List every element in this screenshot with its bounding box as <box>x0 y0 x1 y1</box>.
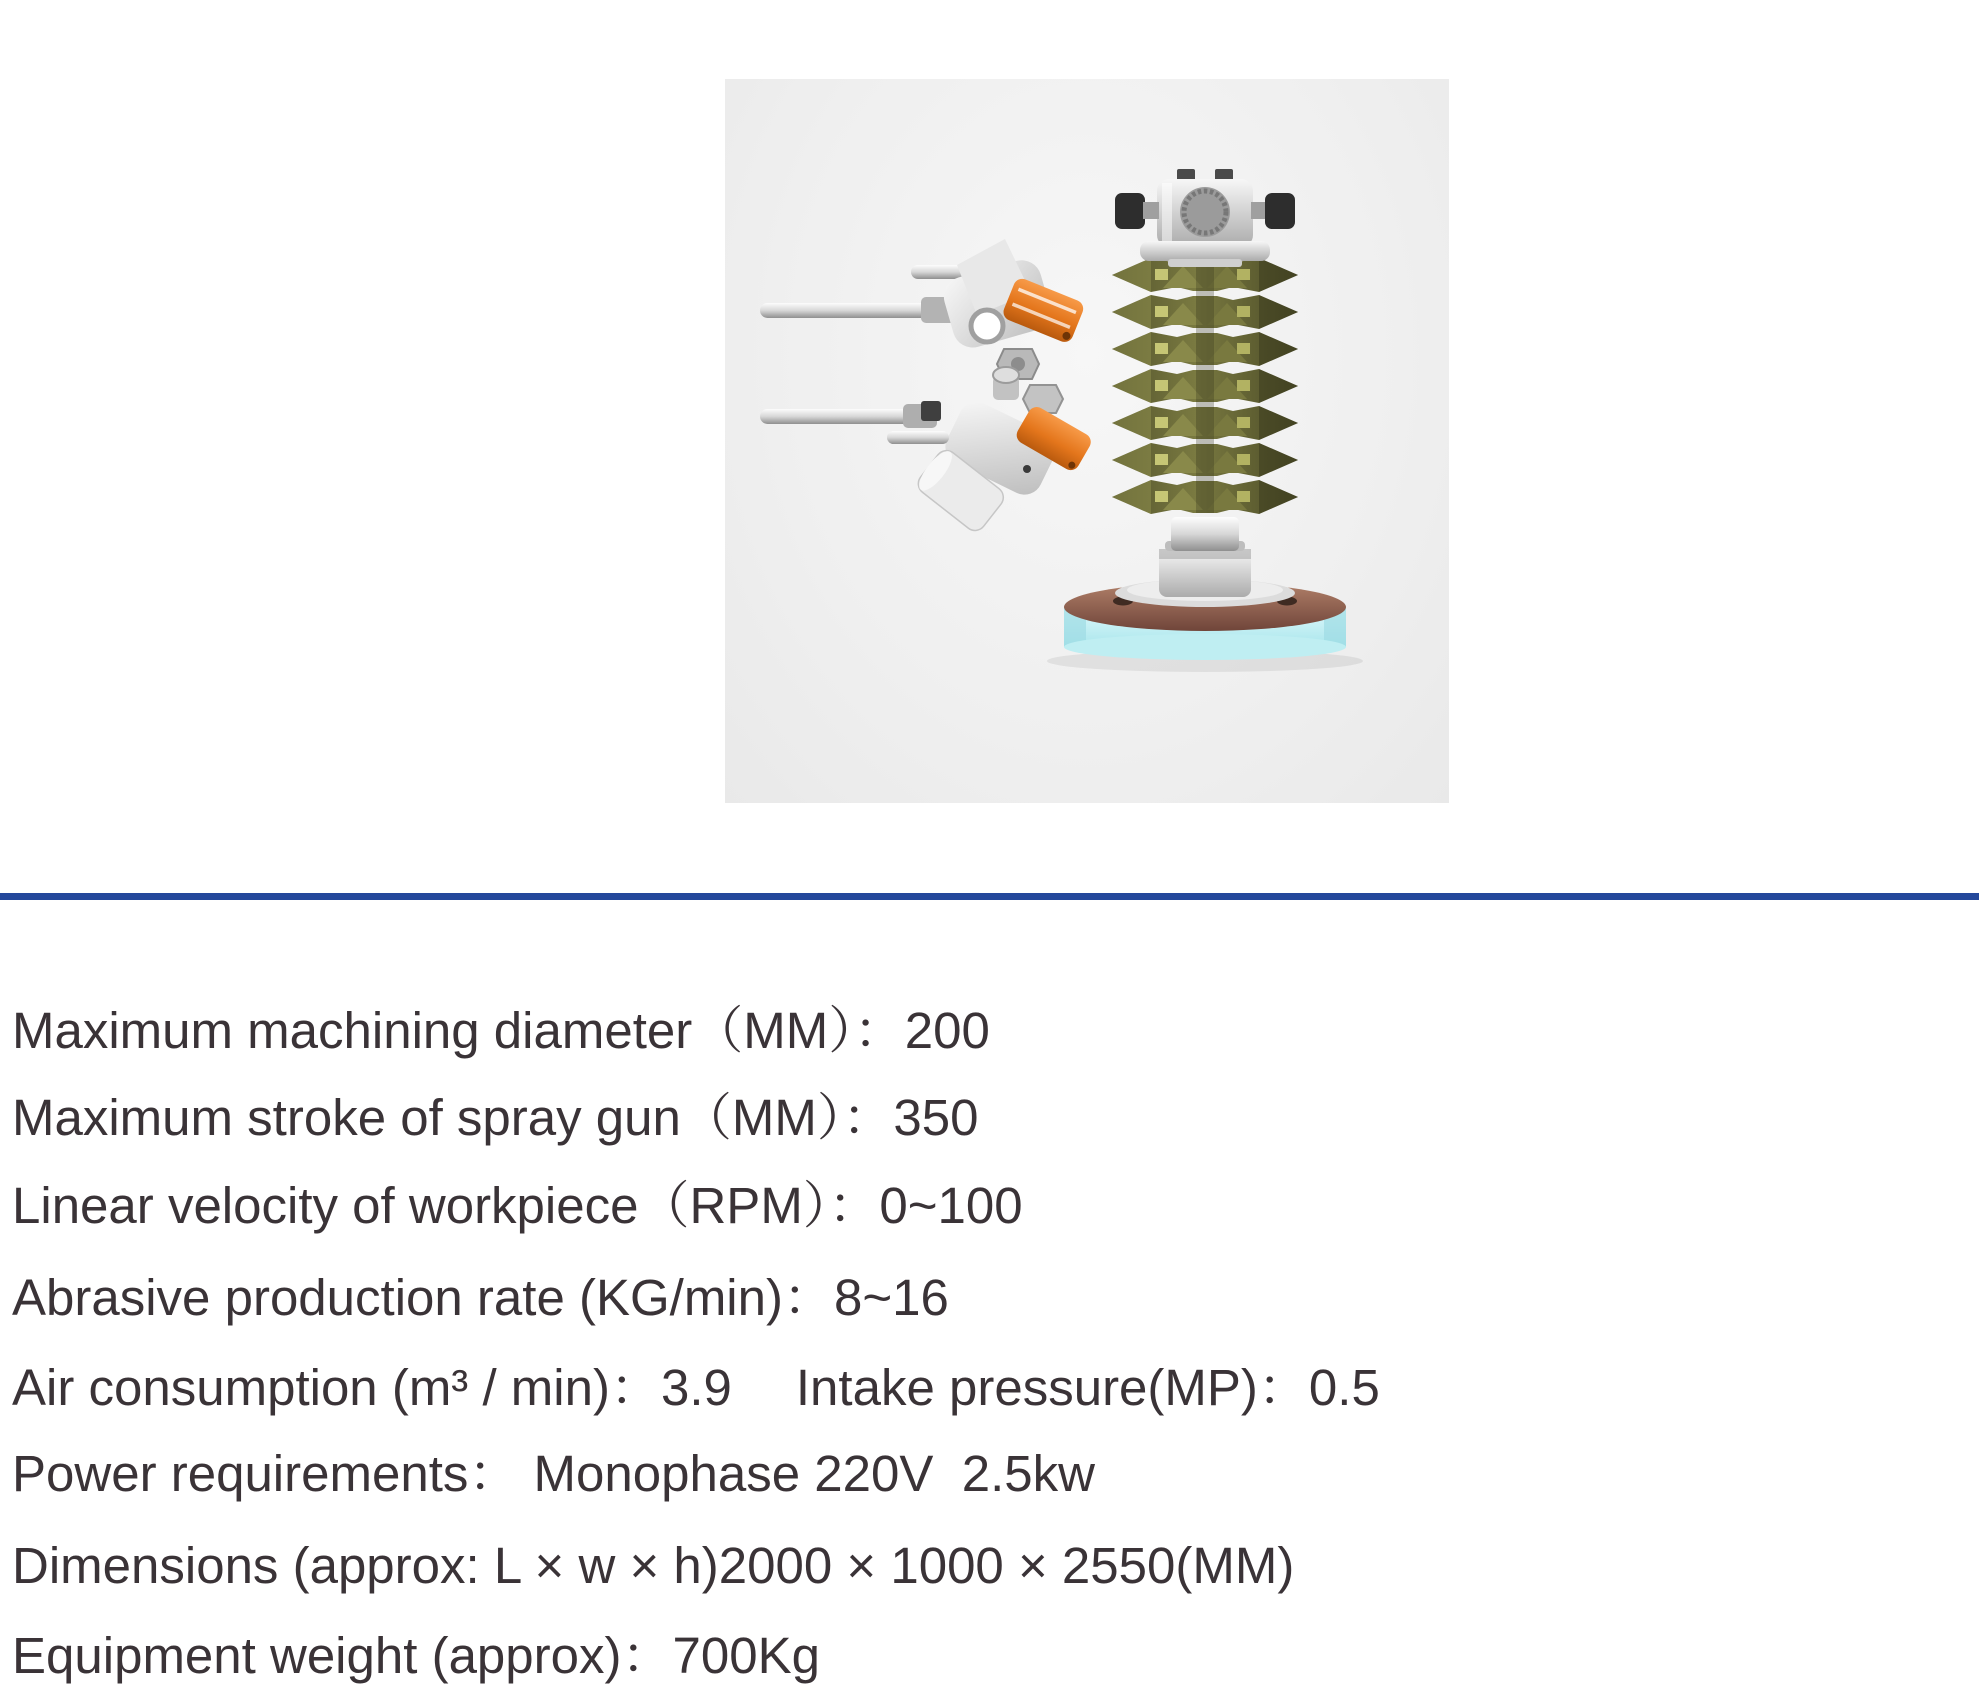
spec-value: 0~100 <box>879 1177 1023 1234</box>
spec-label: Air consumption (m³ / min) <box>12 1359 610 1416</box>
spec-label: Linear velocity of workpiece（RPM） <box>12 1177 829 1234</box>
spec-colon: ： <box>621 1627 673 1684</box>
spec-row-dimensions <box>12 1535 1294 1596</box>
spec-value: 8~16 <box>834 1269 949 1326</box>
spec-label: Abrasive production rate (KG/min) <box>12 1269 783 1326</box>
spec-value: Monophase 220V 2.5kw <box>519 1445 1095 1502</box>
spec-row-abrasive-production-rate <box>12 1267 949 1328</box>
section-divider <box>0 893 1979 900</box>
spec-label: Equipment weight (approx) <box>12 1627 622 1684</box>
spec-value: 350 <box>893 1089 979 1146</box>
spec-row-linear-velocity <box>12 1175 1023 1236</box>
spec-colon: ： <box>828 1177 880 1234</box>
product-render-svg <box>725 79 1449 803</box>
spec-row-max-stroke-spray-gun <box>12 1087 978 1148</box>
spec-colon: ： <box>842 1089 894 1146</box>
spec-row-max-machining-diameter <box>12 1000 990 1061</box>
spec-colon: ： <box>782 1269 834 1326</box>
spray-gun-upper <box>760 239 1086 379</box>
spec-row-equipment-weight <box>12 1625 820 1686</box>
spec-label: Power requirements <box>12 1445 469 1502</box>
spec-colon: ： <box>468 1445 520 1502</box>
spec-colon: ： <box>853 1002 905 1059</box>
spec-value: 200 <box>904 1002 990 1059</box>
spec-colon: ： <box>609 1359 661 1416</box>
spec-value: 3.9 <box>660 1359 732 1416</box>
top-clamp-fixture <box>1115 169 1295 267</box>
spec-label: Intake pressure(MP) <box>795 1359 1258 1416</box>
gear-stack <box>1112 249 1298 514</box>
spec-label: Dimensions (approx: L × w × h) <box>12 1537 719 1594</box>
spec-row-air-consumption-intake-pressure <box>12 1357 1380 1418</box>
spec-row-power-requirements <box>12 1443 1095 1504</box>
spray-gun-lower <box>760 367 1094 535</box>
spec-value: 2000 × 1000 × 2550(MM) <box>718 1537 1295 1594</box>
spec-value: 0.5 <box>1308 1359 1380 1416</box>
spec-label: Maximum machining diameter（MM） <box>12 1002 854 1059</box>
spec-label: Maximum stroke of spray gun（MM） <box>12 1089 843 1146</box>
spec-colon: ： <box>1257 1359 1309 1416</box>
product-image <box>725 79 1449 803</box>
workpiece-assembly <box>1047 169 1363 672</box>
spec-value: 700Kg <box>672 1627 820 1684</box>
